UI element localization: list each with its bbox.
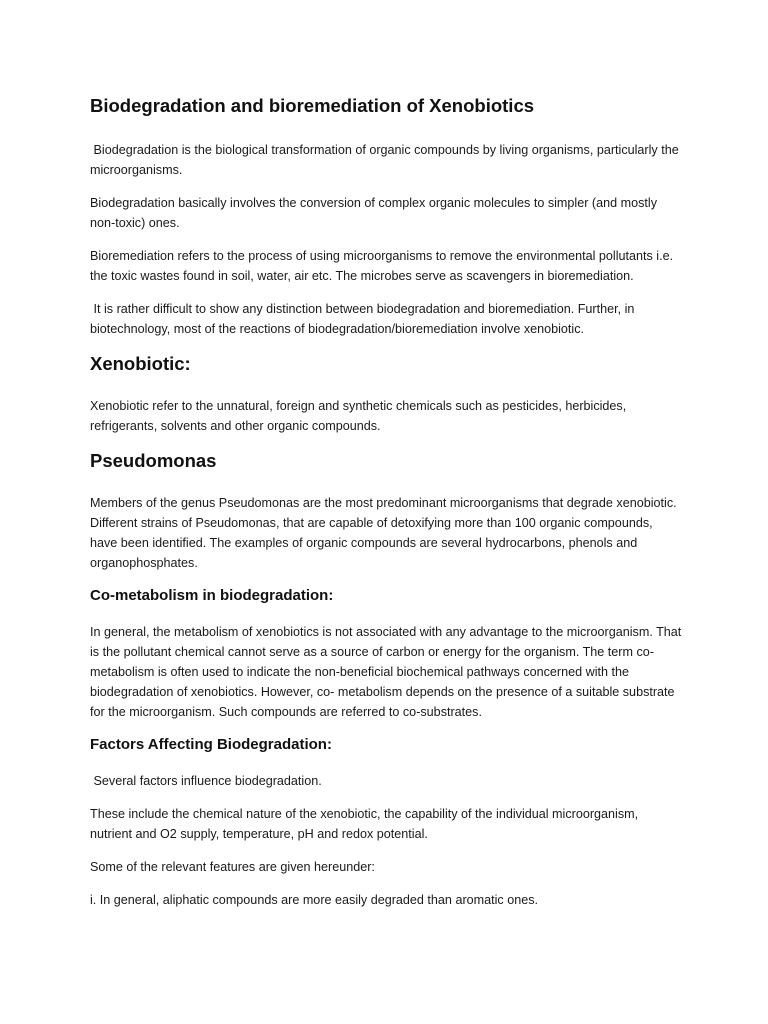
intro-paragraph-1: Biodegradation is the biological transformation of organic compounds by living organisms, particularly the microorganisms. — [90, 143, 683, 177]
pseudomonas-heading: Pseudomonas — [90, 450, 217, 471]
document-body — [90, 94, 682, 923]
factors-paragraph-4: i. In general, aliphatic compounds are more easily degraded than aromatic ones. — [90, 893, 539, 907]
pseudomonas-paragraph: Members of the genus Pseudomonas are the most predominant microorganisms that degrade xenobiotic. Different strains of Pseudomonas, that are capable of detoxifying more than 100 organic compounds, have been identified. The examples of organic compounds are several hydrocarbons, phenols and organophosphates. — [90, 496, 677, 570]
cometabolism-heading: Co-metabolism in biodegradation: — [90, 587, 334, 604]
factors-heading: Factors Affecting Biodegradation: — [90, 736, 332, 753]
xenobiotic-paragraph: Xenobiotic refer to the unnatural, foreign and synthetic chemicals such as pesticides, herbicides, refrigerants, solvents and other organic compounds. — [90, 399, 627, 433]
factors-paragraph-3: Some of the relevant features are given hereunder: — [90, 860, 375, 874]
intro-paragraph-3: Bioremediation refers to the process of using microorganisms to remove the environmental pollutants i.e. the toxic wastes found in soil, water, air etc. The microbes serve as scavengers in bioremediation. — [90, 249, 674, 283]
intro-paragraph-4: It is rather difficult to show any distinction between biodegradation and bioremediation. Further, in biotechnology, most of the reactions of biodegradation/bioremediation involve xenobiotic. — [90, 302, 638, 336]
factors-paragraph-1: Several factors influence biodegradation. — [90, 774, 322, 788]
document-title: Biodegradation and bioremediation of Xenobiotics — [90, 95, 535, 116]
xenobiotic-heading: Xenobiotic: — [90, 353, 191, 374]
cometabolism-paragraph: In general, the metabolism of xenobiotics is not associated with any advantage to the microorganism. That is the pollutant chemical cannot serve as a source of carbon or energy for the organism. The term co-metabolism is often used to indicate the non-beneficial biochemical pathways concerned with the biodegradation of xenobiotics. However, co- metabolism depends on the presence of a suitable substrate for the microorganism. Such compounds are referred to co-substrates. — [90, 625, 682, 719]
factors-paragraph-2: These include the chemical nature of the xenobiotic, the capability of the individual microorganism, nutrient and O2 supply, temperature, pH and redox potential. — [90, 807, 639, 841]
intro-paragraph-2: Biodegradation basically involves the conversion of complex organic molecules to simpler (and mostly non-toxic) ones. — [90, 196, 657, 230]
